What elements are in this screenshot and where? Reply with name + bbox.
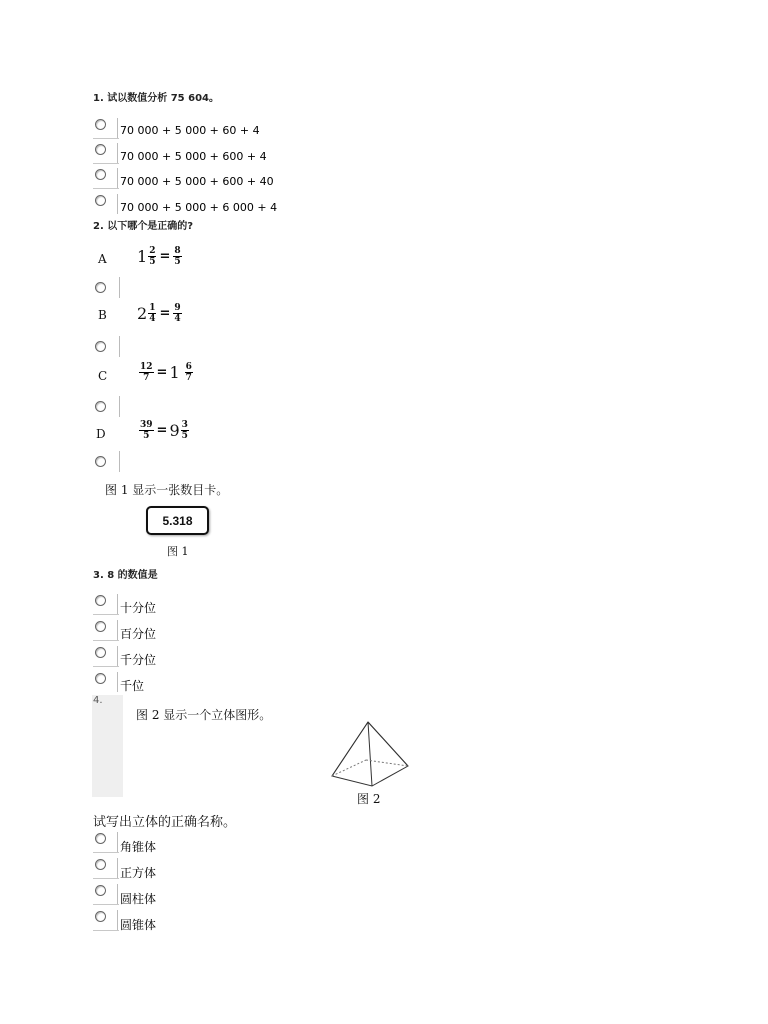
pyramid-icon: [332, 722, 408, 786]
figure1-intro: 图 1 显示一张数目卡。: [105, 483, 229, 497]
q2-radio-d[interactable]: [95, 456, 106, 467]
divider: [93, 666, 119, 667]
divider: [117, 594, 118, 614]
q1-option-label: 70 000 + 5 000 + 600 + 4: [120, 150, 267, 163]
divider: [93, 904, 119, 905]
divider: [93, 878, 119, 879]
q4-option-label: 正方体: [120, 866, 157, 880]
fraction: $\frac{1}{4}$: [149, 303, 156, 324]
divider: [93, 640, 119, 641]
divider: [119, 396, 120, 417]
q2-title: 2. 以下哪个是正确的?: [93, 221, 194, 232]
q2-letter-c: C: [98, 369, 108, 383]
question-number-cell: [92, 695, 123, 797]
divider: [119, 451, 120, 472]
divider: [117, 884, 118, 904]
q4-intro: 图 2 显示一个立体图形。: [136, 708, 272, 722]
q3-radio-2[interactable]: [95, 621, 106, 632]
q2-letter-b: B: [98, 308, 107, 322]
q2-radio-c[interactable]: [95, 401, 106, 412]
fraction: $\frac{6}{7}$: [185, 362, 192, 383]
divider: [119, 336, 120, 357]
divider: [117, 910, 118, 930]
divider: [117, 858, 118, 878]
q4-radio-3[interactable]: [95, 885, 106, 896]
q1-option-label: 70 000 + 5 000 + 600 + 40: [120, 175, 274, 188]
divider: [117, 832, 118, 852]
whole-number: 1: [137, 247, 148, 266]
fraction: $\frac{12}{7}$: [140, 362, 153, 383]
q1-radio-4[interactable]: [95, 195, 106, 206]
q4-option-label: 角锥体: [120, 840, 157, 854]
q1-radio-1[interactable]: [95, 119, 106, 130]
q3-radio-1[interactable]: [95, 595, 106, 606]
divider: [117, 620, 118, 640]
q1-option-label: 70 000 + 5 000 + 60 + 4: [120, 124, 260, 137]
fraction: $\frac{3}{5}$: [181, 420, 188, 441]
fraction: $\frac{9}{4}$: [174, 303, 181, 324]
q4-option-label: 圆柱体: [120, 892, 157, 906]
divider: [119, 277, 120, 298]
q3-option-label: 百分位: [120, 627, 157, 641]
q3-radio-4[interactable]: [95, 673, 106, 684]
fraction: $\frac{8}{5}$: [174, 246, 181, 267]
figure2-caption: 图 2: [357, 792, 381, 806]
divider: [117, 672, 118, 692]
q2-math-c: $\frac{12}{7}$ = 1 $\frac{6}{7}$: [140, 362, 192, 383]
divider: [93, 930, 119, 931]
q3-title: 3. 8 的数值是: [93, 570, 158, 581]
divider: [117, 143, 118, 163]
q2-math-d: $\frac{39}{5}$ = 9 $\frac{3}{5}$: [140, 420, 188, 441]
divider: [93, 138, 119, 139]
q2-math-a: 1 $\frac{2}{5}$ = $\frac{8}{5}$: [137, 246, 181, 267]
q1-radio-2[interactable]: [95, 144, 106, 155]
q4-radio-2[interactable]: [95, 859, 106, 870]
q2-letter-a: A: [98, 252, 107, 266]
divider: [93, 852, 119, 853]
q2-radio-b[interactable]: [95, 341, 106, 352]
fraction: $\frac{39}{5}$: [140, 420, 153, 441]
q3-option-label: 千分位: [120, 653, 157, 667]
q3-option-label: 千位: [120, 679, 145, 693]
q2-math-b: 2 $\frac{1}{4}$ = $\frac{9}{4}$: [137, 303, 181, 324]
q3-radio-3[interactable]: [95, 647, 106, 658]
divider: [93, 163, 119, 164]
divider: [117, 168, 118, 188]
divider: [117, 118, 118, 138]
q2-radio-a[interactable]: [95, 282, 106, 293]
number-card-value: 5.318: [162, 513, 193, 528]
q4-question: 试写出立体的正确名称。: [93, 815, 237, 830]
q1-title: 1. 试以数值分析 75 604。: [93, 93, 219, 104]
number-card: [146, 506, 209, 535]
whole-number: 2: [137, 304, 148, 323]
pyramid-figure: [326, 720, 410, 790]
divider: [117, 646, 118, 666]
q4-option-label: 圆锥体: [120, 918, 157, 932]
fraction: $\frac{2}{5}$: [149, 246, 156, 267]
figure1-caption: 图 1: [167, 545, 189, 558]
whole-number: 1: [169, 363, 180, 382]
divider: [93, 188, 119, 189]
q1-option-label: 70 000 + 5 000 + 6 000 + 4: [120, 201, 278, 214]
divider: [93, 614, 119, 615]
q1-radio-3[interactable]: [95, 169, 106, 180]
whole-number: 9: [169, 421, 180, 440]
q3-option-label: 十分位: [120, 601, 157, 615]
q4-radio-4[interactable]: [95, 911, 106, 922]
q4-number: 4.: [93, 695, 103, 706]
q2-letter-d: D: [96, 427, 106, 441]
divider: [117, 194, 118, 214]
q4-radio-1[interactable]: [95, 833, 106, 844]
